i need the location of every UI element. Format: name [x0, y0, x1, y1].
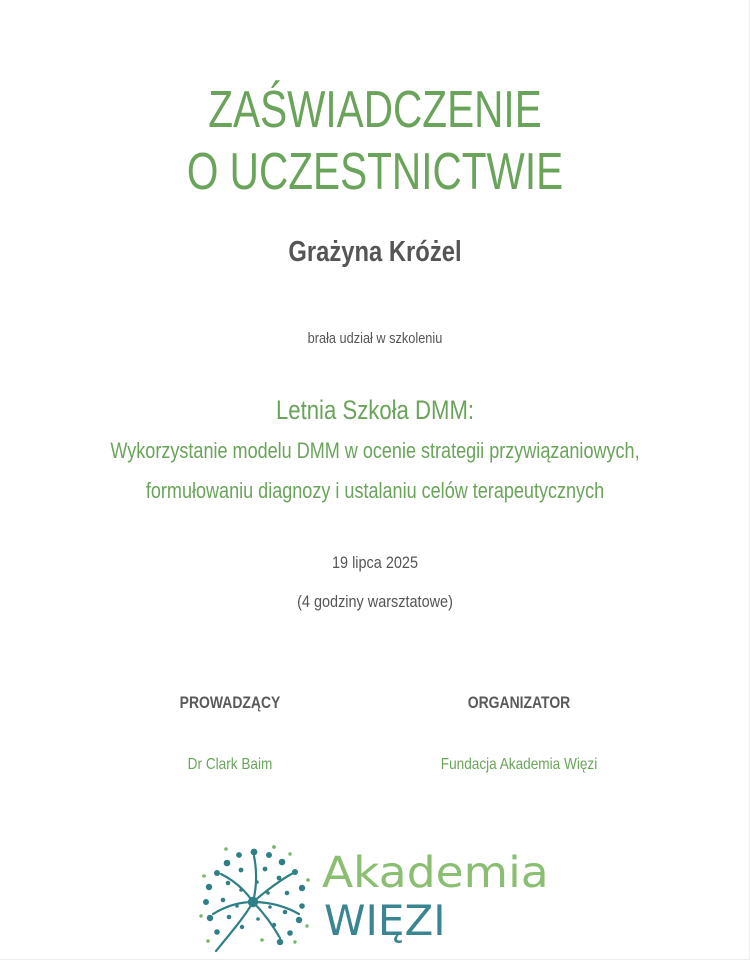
presenter-name: Dr Clark Baim [187, 756, 273, 773]
course-title: Letnia Szkoła DMM: [275, 395, 475, 425]
course-subtitle-line-1: Wykorzystanie modelu DMM w ocenie strategii przywiązaniowych, [110, 438, 640, 463]
logo-text-akademia: Akademia [322, 848, 549, 898]
course-date: 19 lipca 2025 [332, 553, 418, 572]
certificate-title-line-2: O UCZESTNICTWIE [186, 142, 564, 201]
organizer-heading: ORGANIZATOR [467, 693, 571, 712]
course-subtitle-line-2: formułowaniu diagnozy i ustalaniu celów terapeutycznych [145, 478, 605, 503]
certificate-title [83, 79, 668, 203]
logo-text-wiezi: WIĘZI [324, 896, 446, 945]
participation-text: brała udział w szkoleniu [307, 330, 443, 347]
organizer-name: Fundacja Akademia Więzi [440, 756, 598, 773]
dandelion-logo-icon [196, 838, 312, 956]
certificate-title-line-1: ZAŚWIADCZENIE [208, 80, 542, 139]
course-duration: (4 godziny warsztatowe) [297, 592, 453, 611]
participant-name: Grażyna Króżel [288, 236, 462, 268]
presenter-heading: PROWADZĄCY [179, 693, 281, 712]
akademia-wiezi-logo [196, 838, 566, 956]
